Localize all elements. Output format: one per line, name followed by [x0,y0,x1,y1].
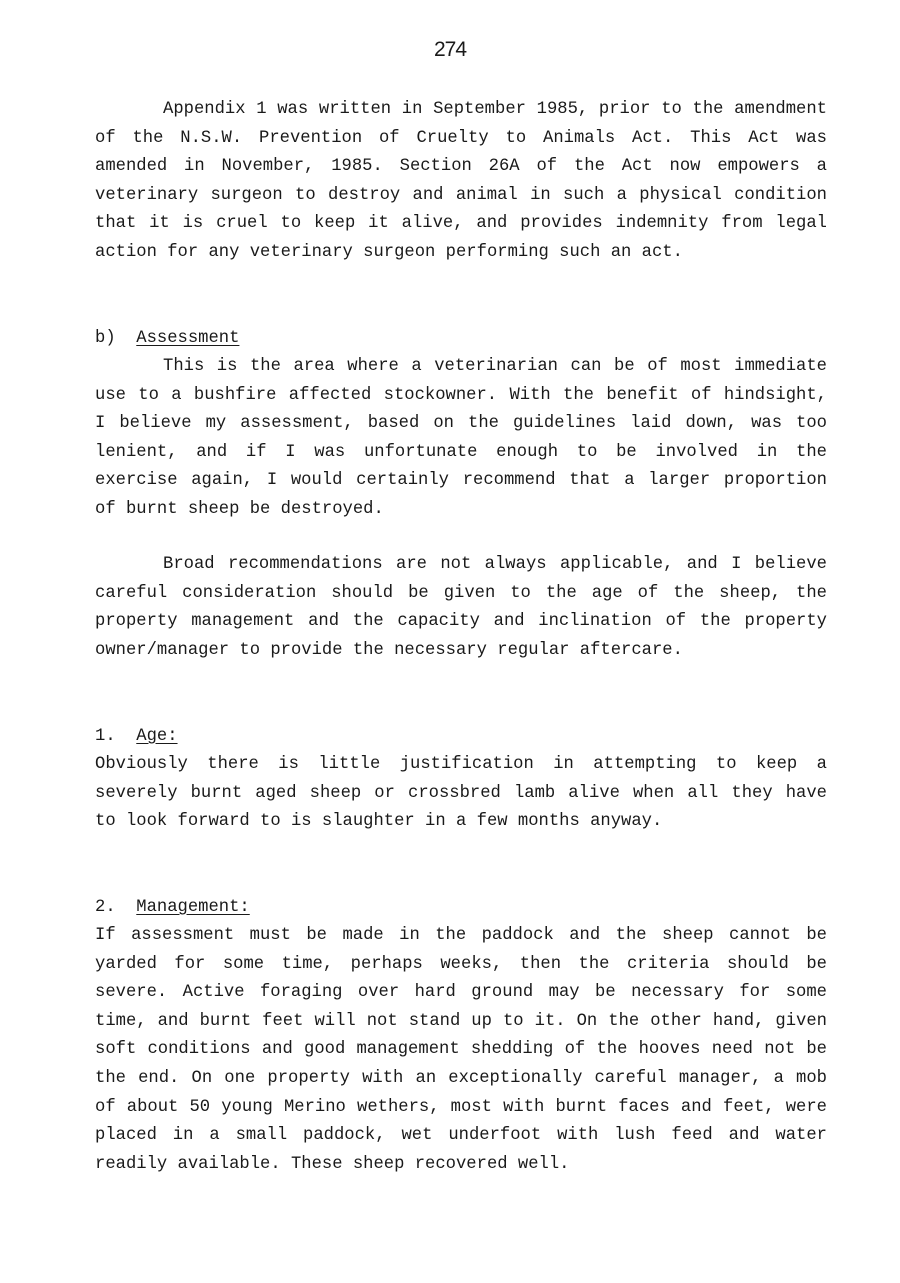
section-marker: 2. [95,898,116,917]
paragraph-appendix-note: Appendix 1 was written in September 1985, prior to the amendment of the N.S.W. Prevention of Cruelty to Animals Act. This Act was amended in November, 1985. Section 26A of the Act now empowers a veterinary surgeon to destroy and animal in such a physical condition that it is cruel to keep it alive, and provides indemnity from legal action for any veterinary surgeon performing such an act. [95,100,827,262]
section-marker: 1. [95,727,116,746]
section-heading-age [95,723,178,752]
paragraph-management: If assessment must be made in the paddock and the sheep cannot be yarded for some time, perhaps weeks, then the criteria should be severe. Active foraging over hard ground may be necessary for some time, and burnt feet will not stand up to it. On the other hand, given soft conditions and good management shedding of the hooves need not be the end. On one property with an exceptionally careful manager, a mob of about 50 young Merino wethers, most with burnt faces and feet, were placed in a small paddock, wet underfoot with lush feed and water readily available. These sheep recovered well. [95,926,827,1174]
section-heading-assessment [95,325,239,354]
section-marker: b) [95,329,116,348]
section-title: Management: [136,898,250,917]
page-number: 274 [433,38,467,61]
paragraph-age: Obviously there is little justification in attempting to keep a severely burnt aged sheep or crossbred lamb alive when all they have to look forward to is slaughter in a few months anyway. [95,755,827,832]
paragraph-recommendations: Broad recommendations are not always applicable, and I believe careful consideration should be given to the age of the sheep, the property management and the capacity and inclination of the property owner/manager to provide the necessary regular aftercare. [95,555,827,660]
section-title: Age: [136,727,178,746]
section-heading-management [95,894,250,923]
paragraph-assessment: This is the area where a veterinarian can be of most immediate use to a bushfire affected stockowner. With the benefit of hindsight, I believe my assessment, based on the guidelines laid down, was too lenient, and if I was unfortunate enough to be involved in the exercise again, I would certainly recommend that a larger proportion of burnt sheep be destroyed. [95,357,827,519]
section-title: Assessment [136,329,240,348]
